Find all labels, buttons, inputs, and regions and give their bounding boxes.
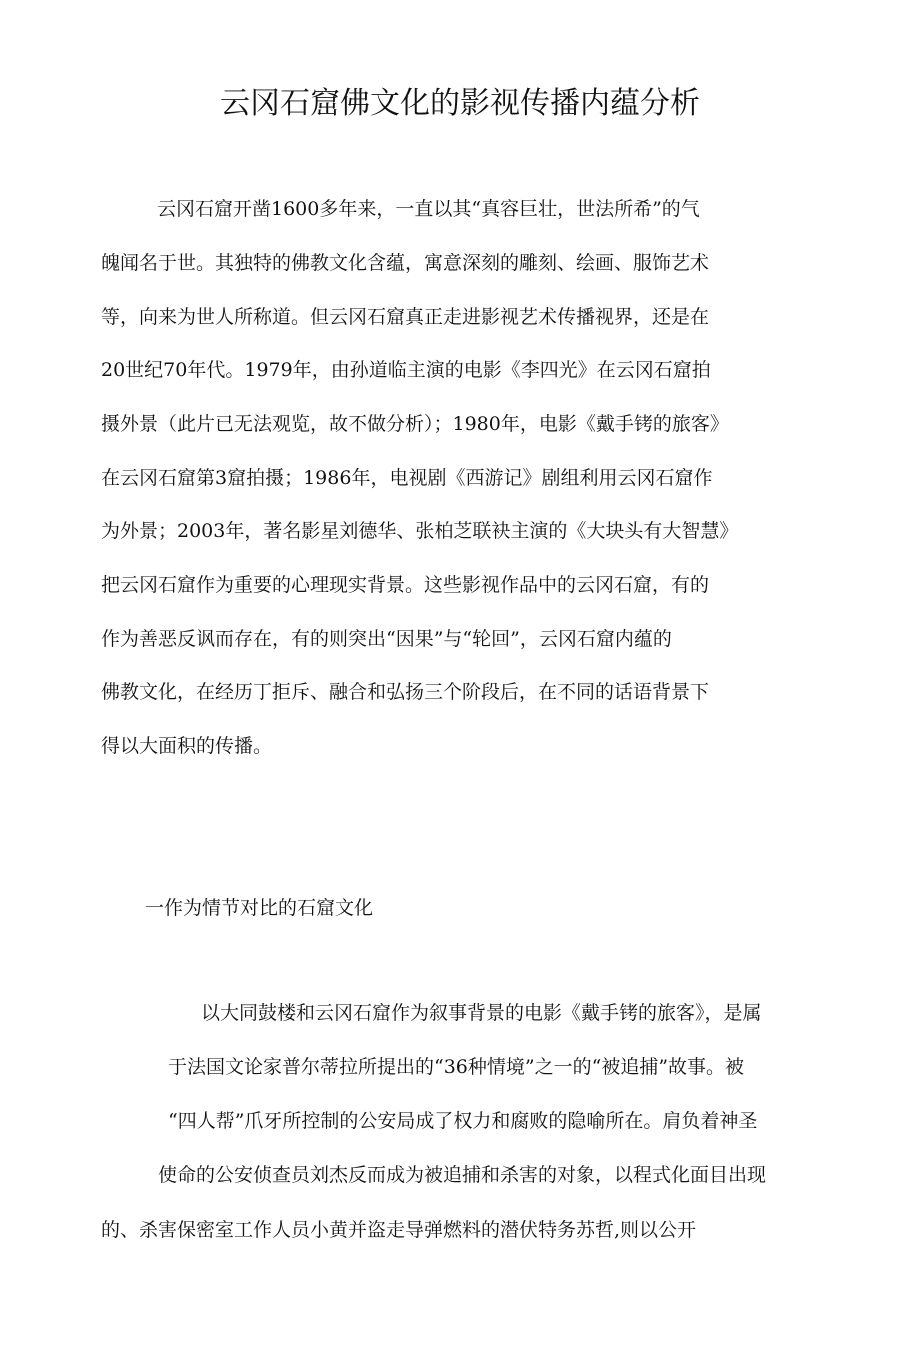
paragraph-1-line: 佛教文化，在经历丁拒斥、融合和弘扬三个阶段后，在不同的话语背景下	[101, 681, 710, 703]
paragraph-2-line: 以大同鼓楼和云冈石窟作为叙事背景的电影《戴手铐的旅客》，是属	[201, 1002, 762, 1024]
paragraph-1-line: 在云冈石窟第3窟拍摄；1986年，电视剧《西游记》剧组利用云冈石窟作	[101, 467, 713, 489]
paragraph-1-line: 为外景；2003年，著名影星刘德华、张柏芝联袂主演的《大块头有大智慧》	[101, 520, 739, 542]
paragraph-2-line: 使命的公安侦查员刘杰反而成为被追捕和杀害的对象，以程式化面目出现	[158, 1164, 767, 1186]
paragraph-1-line: 把云冈石窟作为重要的心理现实背景。这些影视作品中的云冈石窟，有的	[101, 574, 710, 596]
paragraph-1-line: 摄外景（此片已无法观览，故不做分析）；1980年，电影《戴手铐的旅客》	[101, 413, 729, 435]
paragraph-2-line: “四人帮”爪牙所控制的公安局成了权力和腐败的隐喻所在。肩负着神圣	[168, 1110, 758, 1132]
paragraph-1-line: 等，向来为世人所称道。但云冈石窟真正走进影视艺术传播视界，还是在	[101, 306, 710, 328]
paragraph-1-line: 魄闻名于世。其独特的佛教文化含蕴，寓意深刻的雕刻、绘画、服饰艺术	[101, 252, 710, 274]
section-heading: 一作为情节对比的石窟文化	[145, 897, 374, 919]
paragraph-1-line: 作为善恶反讽而存在，有的则突出“因果”与“轮回”，云冈石窟内蕴的	[101, 628, 672, 650]
paragraph-2-line: 的、杀害保密室工作人员小黄并盗走导弹燃料的潜伏特务苏哲,则以公开	[101, 1219, 697, 1241]
paragraph-2-line: 于法国文论家普尔蒂拉所提出的“36种情境”之一的“被追捕”故事。被	[168, 1056, 745, 1078]
paragraph-1-line: 云冈石窟开凿1600多年来，一直以其“真容巨壮，世法所希”的气	[157, 198, 700, 220]
paragraph-1-line: 得以大面积的传播。	[101, 735, 273, 757]
paragraph-1-line: 20世纪70年代。1979年，由孙道临主演的电影《李四光》在云冈石窟拍	[101, 359, 711, 381]
document-title: 云冈石窟佛文化的影视传播内蕴分析	[220, 86, 700, 121]
